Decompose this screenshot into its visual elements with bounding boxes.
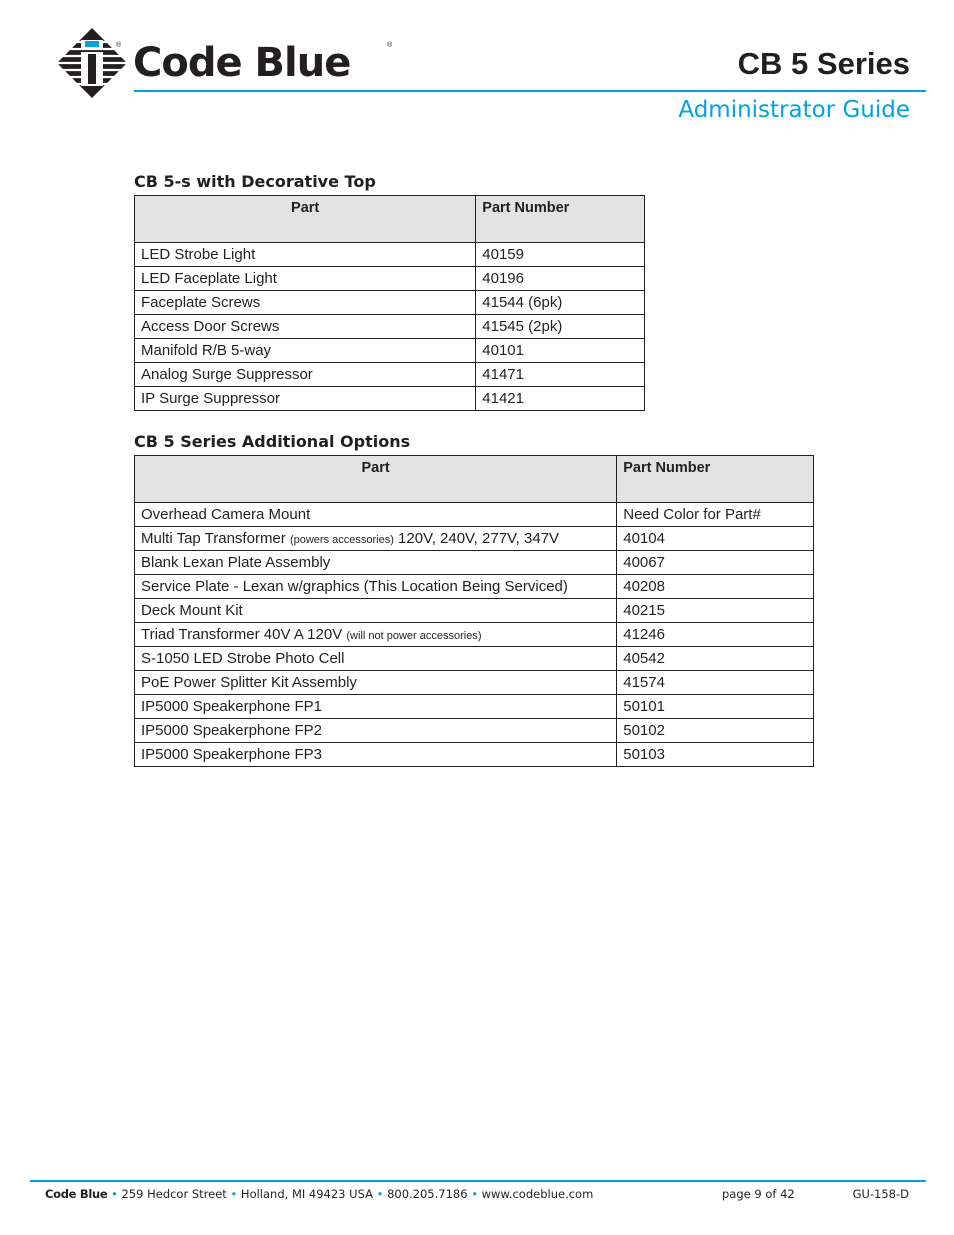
separator-dot: • bbox=[226, 1187, 241, 1201]
parts-table-additional-options bbox=[134, 455, 814, 767]
part-number-cell: 50103 bbox=[617, 743, 814, 767]
part-number-cell: 41246 bbox=[617, 623, 814, 647]
registered-mark: ® bbox=[387, 42, 393, 49]
part-number-cell: 41544 (6pk) bbox=[476, 291, 645, 315]
footer-divider bbox=[30, 1180, 926, 1182]
part-note: (will not power accessories) bbox=[346, 630, 482, 642]
table-row bbox=[135, 743, 814, 767]
part-name: Multi Tap Transformer bbox=[141, 530, 290, 547]
footer-address bbox=[45, 1187, 593, 1201]
part-voltages: 120V, 240V, 277V, 347V bbox=[393, 530, 560, 547]
part-number-cell: 50101 bbox=[617, 695, 814, 719]
table-row bbox=[135, 267, 645, 291]
footer-website: www.codeblue.com bbox=[481, 1187, 594, 1201]
part-number-cell: 40208 bbox=[617, 575, 814, 599]
part-note: (powers accessories) bbox=[289, 534, 394, 546]
part-cell: IP5000 Speakerphone FP3 bbox=[135, 743, 617, 767]
table-row bbox=[135, 527, 814, 551]
page-number: page 9 of 42 bbox=[722, 1187, 795, 1201]
brand-name: Code Blue bbox=[133, 40, 351, 86]
table-row bbox=[135, 551, 814, 575]
table-row bbox=[135, 623, 814, 647]
table-row bbox=[135, 291, 645, 315]
part-cell: S-1050 LED Strobe Photo Cell bbox=[135, 647, 617, 671]
code-blue-logo bbox=[57, 28, 397, 98]
part-cell: LED Strobe Light bbox=[135, 243, 476, 267]
section-title-decorative-top: CB 5-s with Decorative Top bbox=[134, 172, 376, 191]
part-cell bbox=[135, 623, 617, 647]
part-number-cell: 40542 bbox=[617, 647, 814, 671]
document-id: GU-158-D bbox=[852, 1187, 909, 1201]
part-number-cell: 40196 bbox=[476, 267, 645, 291]
table-header-row bbox=[135, 196, 645, 243]
header-divider bbox=[134, 90, 926, 92]
table-row bbox=[135, 671, 814, 695]
section-title-additional-options: CB 5 Series Additional Options bbox=[134, 432, 411, 451]
part-cell: Overhead Camera Mount bbox=[135, 503, 617, 527]
part-number-cell: Need Color for Part# bbox=[617, 503, 814, 527]
part-cell: Deck Mount Kit bbox=[135, 599, 617, 623]
part-name: Triad Transformer 40V A 120V bbox=[141, 626, 347, 643]
separator-dot: • bbox=[467, 1187, 482, 1201]
column-header-part: Part bbox=[135, 456, 617, 503]
part-number-cell: 41545 (2pk) bbox=[476, 315, 645, 339]
table-row bbox=[135, 315, 645, 339]
table-row bbox=[135, 387, 645, 411]
part-cell: Manifold R/B 5-way bbox=[135, 339, 476, 363]
part-number-cell: 50102 bbox=[617, 719, 814, 743]
part-cell: Blank Lexan Plate Assembly bbox=[135, 551, 617, 575]
part-cell: Access Door Screws bbox=[135, 315, 476, 339]
part-number-cell: 41471 bbox=[476, 363, 645, 387]
table-row bbox=[135, 243, 645, 267]
footer-street: 259 Hedcor Street bbox=[121, 1187, 227, 1201]
code-blue-emblem-icon bbox=[57, 28, 127, 98]
part-number-cell: 40104 bbox=[617, 527, 814, 551]
part-number-cell: 41574 bbox=[617, 671, 814, 695]
series-title: CB 5 Series bbox=[737, 46, 910, 81]
table-row bbox=[135, 695, 814, 719]
column-header-part-number: Part Number bbox=[476, 196, 645, 243]
registered-mark: ® bbox=[116, 42, 122, 49]
part-number-cell: 40101 bbox=[476, 339, 645, 363]
part-number-cell: 40067 bbox=[617, 551, 814, 575]
column-header-part: Part bbox=[135, 196, 476, 243]
parts-table-decorative-top bbox=[134, 195, 645, 411]
guide-title: Administrator Guide bbox=[678, 97, 910, 123]
column-header-part-number: Part Number bbox=[617, 456, 814, 503]
footer-city: Holland, MI 49423 USA bbox=[240, 1187, 373, 1201]
part-number-cell: 40215 bbox=[617, 599, 814, 623]
part-cell: Service Plate - Lexan w/graphics (This Location Being Serviced) bbox=[135, 575, 617, 599]
table-row bbox=[135, 339, 645, 363]
separator-dot: • bbox=[372, 1187, 388, 1201]
table-row bbox=[135, 719, 814, 743]
footer-brand: Code Blue bbox=[45, 1187, 108, 1201]
part-cell bbox=[135, 527, 617, 551]
part-cell: Analog Surge Suppressor bbox=[135, 363, 476, 387]
part-number-cell: 40159 bbox=[476, 243, 645, 267]
footer-phone: 800.205.7186 bbox=[387, 1187, 468, 1201]
part-cell: LED Faceplate Light bbox=[135, 267, 476, 291]
table-row bbox=[135, 647, 814, 671]
table-row bbox=[135, 599, 814, 623]
table-row bbox=[135, 363, 645, 387]
part-number-cell: 41421 bbox=[476, 387, 645, 411]
table-row bbox=[135, 575, 814, 599]
part-cell: IP5000 Speakerphone FP2 bbox=[135, 719, 617, 743]
part-cell: Faceplate Screws bbox=[135, 291, 476, 315]
separator-dot: • bbox=[107, 1187, 122, 1201]
table-row bbox=[135, 503, 814, 527]
table-header-row bbox=[135, 456, 814, 503]
part-cell: IP Surge Suppressor bbox=[135, 387, 476, 411]
part-cell: IP5000 Speakerphone FP1 bbox=[135, 695, 617, 719]
part-cell: PoE Power Splitter Kit Assembly bbox=[135, 671, 617, 695]
